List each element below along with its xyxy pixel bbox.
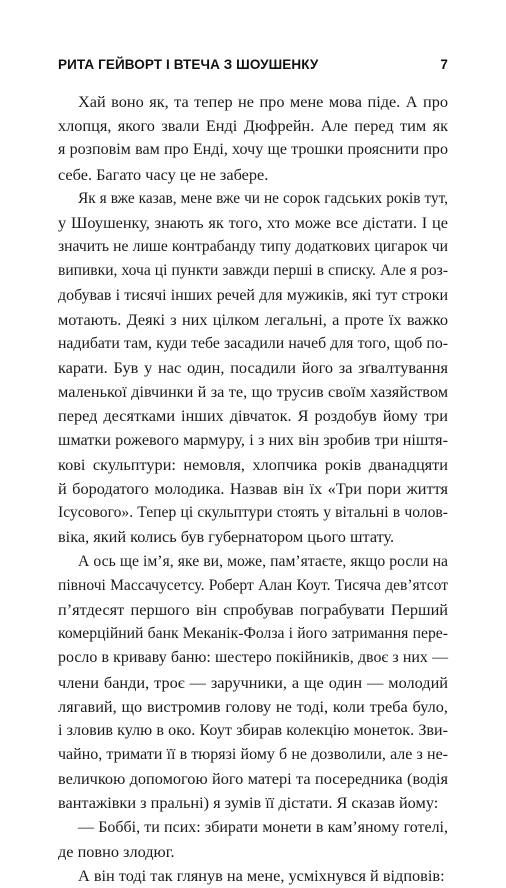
text-line: Хай воно як, та тепер не про мене мова піде. А про	[78, 92, 448, 111]
text-line: — Боббі, ти псих: збирати монети в кам’яному готелі,	[78, 818, 448, 836]
text-line: комерційний банк Меканік-Фолза і його затримання пере-	[58, 625, 448, 643]
text-line: вантажівки з пральні) я зумів її дістати. Я сказав йому:	[58, 793, 439, 813]
text-line: і зловив кулю в око. Коут збирав колекцію монеток. Зви-	[58, 721, 448, 739]
text-line: маленької дівчинки й за те, що трусив своїм хазяйством	[58, 382, 448, 402]
text-line: добував і тисячі інших речей для мужиків, які тут строки	[58, 286, 448, 304]
running-title: РИТА ГЕЙВОРТ І ВТЕЧА З ШОУШЕНКУ	[58, 57, 319, 72]
text-line: віка, який колись був губернатором цього штату.	[58, 527, 395, 547]
text-line: у Шоушенку, знають як того, хто може все дістати. І це	[58, 212, 448, 232]
body-text	[58, 90, 448, 888]
text-line: себе. Багато часу це не забере.	[58, 164, 269, 184]
text-line: карати. Був у нас один, посадили його за зґвалтування	[58, 358, 448, 378]
text-line: члени банди, троє — заручники, а ще один — молодий	[58, 672, 448, 692]
text-line: півночі Массачусетсу. Роберт Алан Коут. Тисяча дев’ятсот	[58, 576, 448, 594]
text-line: Як я вже казав, мене вже чи не сорок гадських років тут,	[78, 189, 448, 207]
text-line: хлопця, якого звали Енді Дюфрейн. Але перед тим як	[58, 116, 448, 136]
text-line: лягавий, що вистромив голову не тоді, коли треба було,	[58, 696, 448, 716]
text-line: А ось ще ім’я, яке ви, може, пам’ятаєте, якщо росли на	[78, 552, 448, 570]
text-line: росло в криваву баню: шестеро покійників, двоє з них —	[58, 649, 448, 667]
running-header	[58, 57, 448, 77]
text-line: значить не лише контрабанду типу додаткових цигарок чи	[58, 238, 448, 256]
text-line: надибати там, куди тебе засадили начеб для того, щоб по-	[58, 334, 448, 352]
text-line: п’ятдесят першого він спробував пограбувати Перший	[58, 599, 448, 619]
text-line: кові скульптури: немовля, хлопчика років дванадцяти	[58, 454, 448, 474]
text-line: й бородатого молодика. Назвав він їх «Три пори життя	[58, 479, 448, 498]
text-line: випивки, хоча ці пункти завжди перші в списку. Але я роз-	[58, 262, 448, 280]
text-line: де повно злодюг.	[58, 841, 175, 861]
text-line: Ісусового». Тепер ці скульптури стоять у вітальні в чолов-	[58, 504, 448, 522]
text-line: перед десятками інших дівчаток. Я роздобув йому три	[58, 406, 448, 426]
text-line: чайно, тримати її в тюрязі йому б не дозволили, але з не-	[58, 746, 448, 764]
text-line: А він тоді так глянув на мене, усміхнувся й відповів:	[78, 866, 445, 885]
text-line: шматки рожевого мармуру, і з них він зробив три ніштя-	[58, 431, 448, 449]
text-line: мотають. Деякі з них цілком легальні, а проте їх важко	[58, 309, 448, 329]
page-number: 7	[440, 57, 448, 72]
text-line: я розповім вам про Енді, хочу ще трошки прояснити про	[58, 141, 448, 159]
text-line: величкою допомогою його матері та посередника (водія	[58, 769, 448, 789]
